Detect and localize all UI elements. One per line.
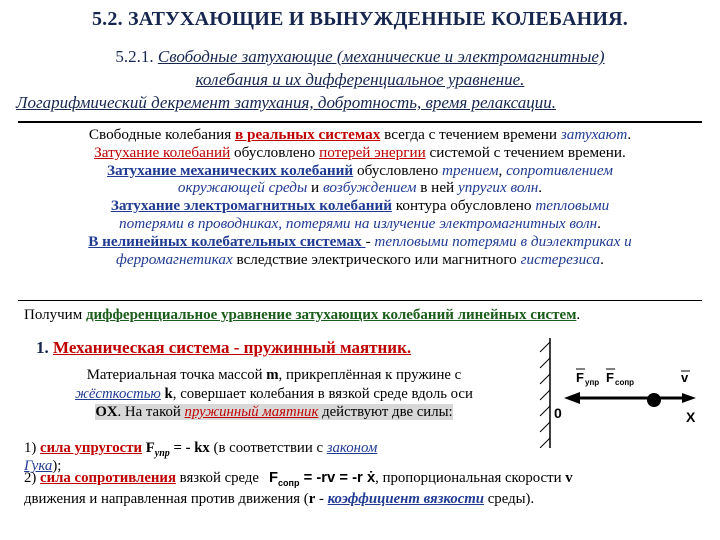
subsection-line1: Свободные затухающие (механические и электромагнитные)	[157, 47, 605, 66]
term-hooke-law: законом	[326, 440, 378, 456]
term-em-damping: Затухание электромагнитных колебаний	[110, 197, 392, 215]
para-line-5: Затухание электромагнитных колебаний контура обусловлено тепловыми	[110, 197, 610, 215]
divider-middle	[18, 300, 702, 301]
term-drag-force: сила сопротивления	[40, 470, 176, 486]
label-f-sopr-sub: сопр	[615, 378, 635, 387]
para-line-3: Затухание механических колебаний обусловлено трением, сопротивлением	[107, 161, 613, 179]
para-line-8: ферромагнетиках вследствие электрического или магнитного гистерезиса.	[116, 250, 604, 268]
force-arrow	[564, 392, 580, 404]
mass-point	[647, 393, 661, 407]
drag-formula: $F_{сопр} = -rv = -r$ ẋ	[269, 470, 376, 488]
term-nonlinear: В нелинейных колебательных системах	[88, 232, 366, 250]
term-damping: Затухание колебаний	[94, 143, 231, 161]
para-line-4: окружающей среды и возбуждением в ней упругих волн.	[177, 179, 543, 197]
subsection-line3: Логарифмический декремент затухания, добротность, время релаксации.	[16, 93, 556, 112]
section-title: Механическая система - пружинный маятник.	[53, 338, 412, 357]
label-velocity: v	[681, 370, 689, 385]
subsection-number: 5.2.1.	[115, 47, 154, 66]
term-spring-pendulum: пружинный маятник	[184, 404, 319, 420]
subsection-line2: колебания и их дифференциальное уравнение.	[195, 70, 525, 89]
damping-paragraph	[22, 126, 698, 268]
divider-top	[18, 121, 702, 123]
term-mech-damping: Затухание механических колебаний	[107, 161, 354, 179]
term-stiffness: жёсткостью	[75, 385, 161, 402]
intro-line: Получим дифференциальное уравнение затухающих колебаний линейных систем.	[24, 307, 581, 323]
term-diff-equation: дифференциальное уравнение затухающих колебаний линейных систем	[85, 307, 577, 323]
item-hooke-cont: Гука);	[24, 458, 62, 474]
term-viscosity: коэффициент вязкости	[327, 491, 485, 507]
term-decay: затухают	[560, 126, 628, 143]
section-heading: 1. Механическая система - пружинный маятник.	[36, 338, 412, 357]
pendulum-description: Материальная точка массой m, прикреплённая к пружине с жёсткостью k, совершает колебания в вязкой среде вдоль оси OX. На такой пружинный маятник действуют две силы:	[75, 367, 473, 420]
origin-label: 0	[554, 405, 562, 421]
label-f-upr-sub: упр	[585, 378, 600, 387]
label-f-sopr: F	[606, 370, 614, 385]
label-f-upr: F	[576, 370, 584, 385]
para-line-7: В нелинейных колебательных системах - тепловыми потерями в диэлектриках и	[88, 232, 632, 250]
para-line-1: Свободные колебания в реальных системах всегда с течением времени затухают.	[88, 126, 632, 143]
item-drag-force: 2) сила сопротивления вязкой среде $F_{сопр} = -rv = -r$ ẋ, пропорциональная скорости v	[24, 470, 573, 488]
term-real-systems: в реальных системах	[235, 126, 381, 143]
page-title: 5.2. ЗАТУХАЮЩИЕ И ВЫНУЖДЕННЫЕ КОЛЕБАНИЯ.	[91, 8, 629, 30]
item-elastic-force: 1) сила упругости $F_{упр}$ = - kx (в соответствии с законом	[24, 440, 378, 459]
axis-x-label: X	[686, 409, 696, 425]
subsection-title	[16, 45, 700, 114]
highlighted-text: OX. На такой пружинный маятник действуют две силы:	[95, 404, 453, 420]
term-energy-loss: потерей энергии	[319, 143, 426, 161]
para-line-6: потерями в проводниках, потерями на излучение электромагнитных волн.	[119, 214, 601, 232]
para-line-2: Затухание колебаний обусловлено потерей энергии системой с течением времени.	[94, 143, 626, 161]
item-drag-desc: движения и направленная против движения (r - коэффициент вязкости среды).	[24, 491, 535, 507]
pendulum-diagram	[550, 360, 700, 438]
velocity-arrow	[682, 393, 696, 403]
term-elastic-force: сила упругости	[40, 440, 142, 456]
